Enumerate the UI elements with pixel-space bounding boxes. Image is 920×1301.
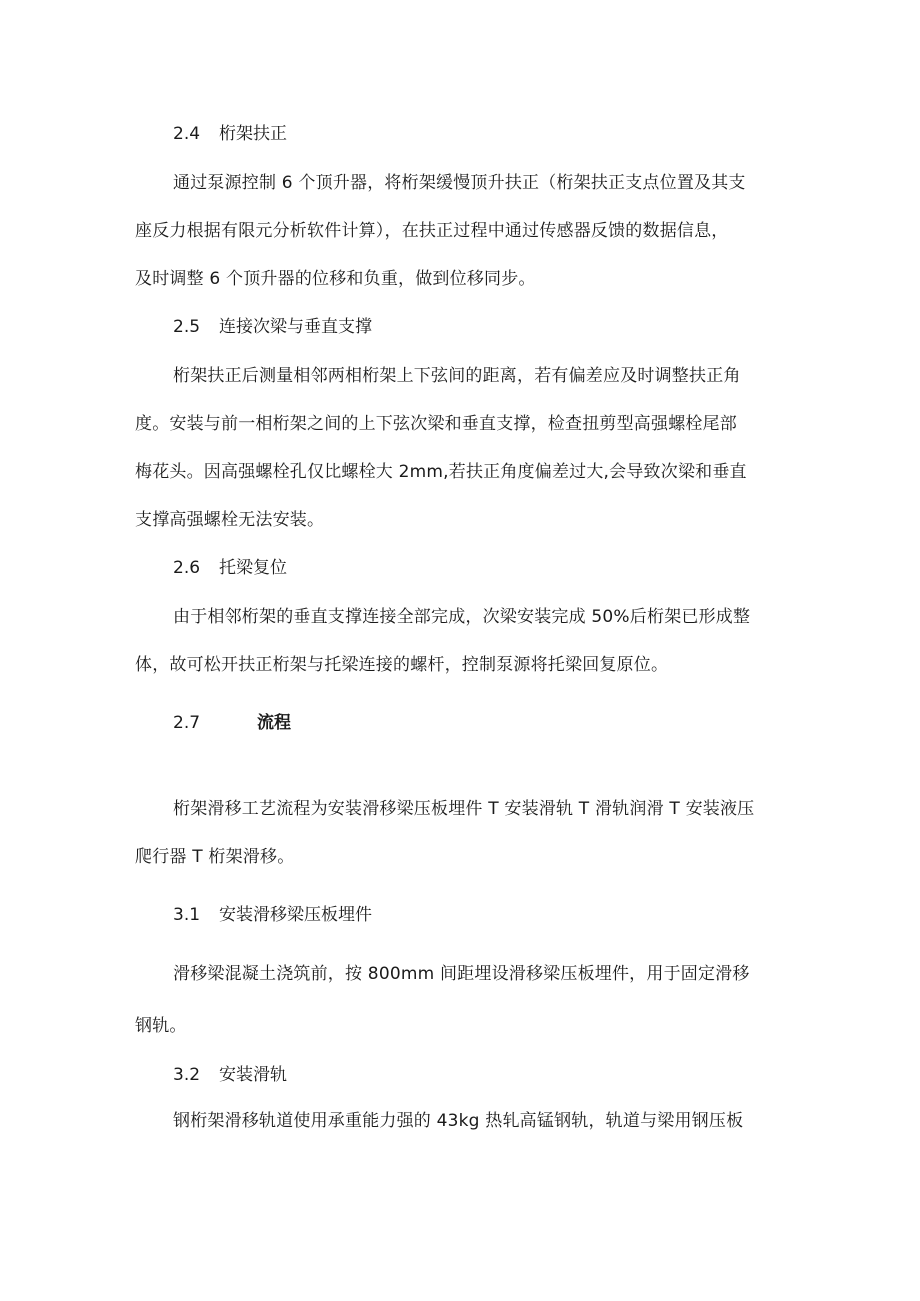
paragraph-line: 钢桁架滑移轨道使用承重能力强的 43kg 热轧高锰钢轨，轨道与梁用钢压板 [173, 1111, 744, 1131]
section-number: 3.1 [173, 905, 201, 925]
section-number: 2.4 [173, 124, 201, 144]
paragraph-line: 桁架扶正后测量相邻两相桁架上下弦间的距离，若有偏差应及时调整扶正角 [173, 366, 741, 386]
section-title: 安装滑轨 [219, 1065, 287, 1085]
paragraph-line: 及时调整 6 个顶升器的位移和负重，做到位移同步。 [135, 269, 536, 289]
paragraph-line: 梅花头。因高强螺栓孔仅比螺栓大 2mm,若扶正角度偏差过大,会导致次梁和垂直 [135, 462, 747, 482]
section-title: 桁架扶正 [219, 124, 287, 144]
section-number: 2.6 [173, 558, 201, 578]
paragraph-line: 爬行器 T 桁架滑移。 [135, 847, 295, 867]
paragraph-line: 滑移梁混凝土浇筑前，按 800mm 间距埋设滑移梁压板埋件，用于固定滑移 [173, 964, 750, 984]
section-title: 安装滑移梁压板埋件 [219, 905, 372, 925]
paragraph-line: 座反力根据有限元分析软件计算），在扶正过程中通过传感器反馈的数据信息， [135, 221, 729, 241]
section-title: 托梁复位 [219, 558, 287, 578]
paragraph-line: 钢轨。 [135, 1016, 187, 1036]
section-number: 2.5 [173, 317, 201, 337]
paragraph-line: 桁架滑移工艺流程为安装滑移梁压板埋件 T 安装滑轨 T 滑轨润滑 T 安装液压 [173, 799, 755, 819]
section-number: 2.7 [173, 713, 201, 733]
section-heading-2-4 [173, 122, 287, 146]
section-title: 连接次梁与垂直支撑 [219, 317, 372, 337]
paragraph-line: 由于相邻桁架的垂直支撑连接全部完成，次梁安装完成 50%后桁架已形成整 [173, 607, 751, 627]
section-title: 流程 [257, 713, 291, 733]
paragraph-line: 支撑高强螺栓无法安装。 [135, 510, 325, 530]
paragraph-line: 通过泵源控制 6 个顶升器，将桁架缓慢顶升扶正（桁架扶正支点位置及其支 [173, 173, 746, 193]
section-heading-2-7 [173, 711, 291, 735]
paragraph-line: 度。安装与前一相桁架之间的上下弦次梁和垂直支撑，检查扭剪型高强螺栓尾部 [135, 414, 737, 434]
paragraph-line: 体，故可松开扶正桁架与托梁连接的螺杆，控制泵源将托梁回复原位。 [135, 655, 669, 675]
section-heading-3-1 [173, 903, 372, 927]
section-heading-2-6 [173, 556, 287, 580]
section-heading-2-5 [173, 315, 372, 339]
section-number: 3.2 [173, 1065, 201, 1085]
section-heading-3-2 [173, 1063, 287, 1087]
